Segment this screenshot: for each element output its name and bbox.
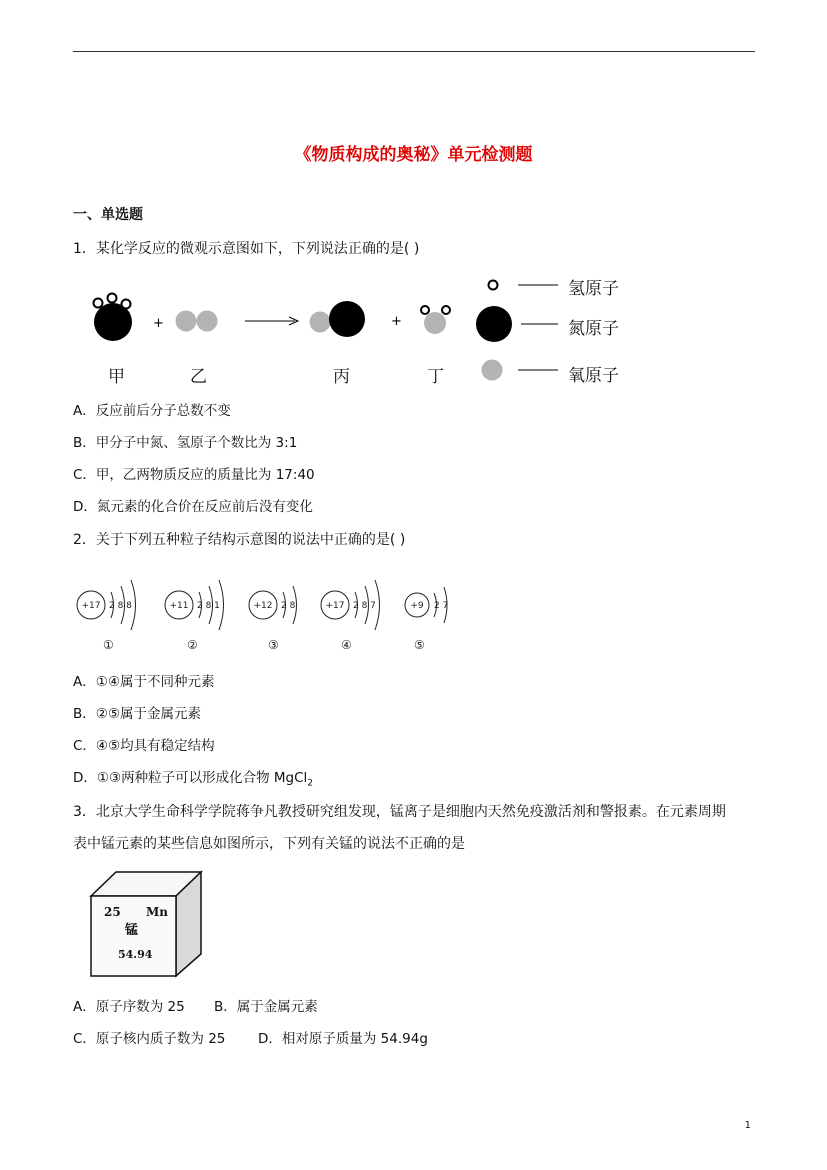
svg-text:+17: +17 <box>325 601 345 611</box>
q3-stem-line1: 3．北京大学生命科学学院蒋争凡教授研究组发现，锰离子是细胞内天然免疫激活剂和警报素。在元素周期 <box>73 804 726 820</box>
q1-stem: 1．某化学反应的微观示意图如下，下列说法正确的是( ) <box>73 241 420 257</box>
q1-option-a: A．反应前后分子总数不变 <box>73 403 231 419</box>
legend-hydrogen <box>489 281 559 290</box>
atom-diagram-1 <box>77 580 136 652</box>
atom-diagram-5 <box>405 587 448 652</box>
svg-text:+11: +11 <box>169 601 189 611</box>
page-title: 《物质构成的奥秘》单元检测题 <box>294 145 533 165</box>
svg-text:+: + <box>153 316 164 331</box>
q1-option-d: D．氮元素的化合价在反应前后没有变化 <box>73 499 313 515</box>
q3-option-a: A．原子序数为 25 <box>73 999 185 1015</box>
svg-text:+9: +9 <box>410 601 424 611</box>
q2-option-b: B．②⑤属于金属元素 <box>73 706 201 722</box>
svg-text:+12: +12 <box>253 601 273 611</box>
page-number: 1 <box>744 1120 751 1131</box>
label-bing: 丙 <box>333 367 350 387</box>
svg-text:⑤: ⑤ <box>414 638 425 652</box>
legend-oxygen <box>482 360 559 381</box>
svg-text:2 8: 2 8 <box>281 601 296 611</box>
molecule-bing <box>310 301 366 337</box>
q1-option-c: C．甲，乙两物质反应的质量比为 17:40 <box>73 467 315 483</box>
shells-1: 2 8 8 <box>109 601 132 611</box>
q3-stem-line2: 表中锰元素的某些信息如图所示，下列有关锰的说法不正确的是 <box>73 836 465 852</box>
element-number: 25 <box>104 905 121 919</box>
element-symbol: Mn <box>146 905 169 919</box>
svg-text:②: ② <box>187 638 198 652</box>
atom-diagram-3 <box>249 586 297 652</box>
svg-text:+: + <box>391 314 402 329</box>
svg-text:2 8 1: 2 8 1 <box>197 601 220 611</box>
svg-text:2 7: 2 7 <box>434 601 449 611</box>
reaction-diagram <box>80 270 640 385</box>
svg-text:③: ③ <box>268 638 279 652</box>
q2-option-a: A．①④属于不同种元素 <box>73 674 215 690</box>
legend-nitrogen <box>476 306 558 342</box>
header-rule <box>73 51 755 52</box>
atomic-structure-diagrams <box>74 565 454 660</box>
label-yi: 乙 <box>190 367 207 387</box>
q2-option-c: C．④⑤均具有稳定结构 <box>73 738 215 754</box>
reaction-arrow <box>245 317 298 325</box>
molecule-ding <box>421 306 450 334</box>
section-heading: 一、单选题 <box>73 207 143 223</box>
molecule-jia <box>94 294 133 342</box>
legend-label-nitrogen: 氮原子 <box>568 319 619 339</box>
element-name: 锰 <box>125 923 139 938</box>
legend-label-hydrogen: 氢原子 <box>568 279 619 299</box>
label-ding: 丁 <box>427 367 444 387</box>
atom-diagram-2 <box>165 580 224 652</box>
svg-text:2 8 7: 2 8 7 <box>353 601 376 611</box>
q2-stem: 2．关于下列五种粒子结构示意图的说法中正确的是( ) <box>73 532 406 548</box>
svg-text:④: ④ <box>341 638 352 652</box>
q2-option-d: D．①③两种粒子可以形成化合物 MgCl$_2$ <box>73 770 314 789</box>
q1-option-b: B．甲分子中氮、氢原子个数比为 3:1 <box>73 435 298 451</box>
q3-option-b: B．属于金属元素 <box>214 999 318 1015</box>
q3-option-d: D．相对原子质量为 54.94g <box>258 1031 428 1047</box>
label-jia: 甲 <box>108 367 125 387</box>
element-mass: 54.94 <box>118 948 153 961</box>
atom-diagram-4 <box>321 580 380 652</box>
legend-label-oxygen: 氧原子 <box>568 366 619 386</box>
molecule-yi <box>176 311 218 332</box>
q3-option-c: C．原子核内质子数为 25 <box>73 1031 226 1047</box>
nucleus-label-1: +17 <box>81 601 101 611</box>
num-1: ① <box>103 638 114 652</box>
